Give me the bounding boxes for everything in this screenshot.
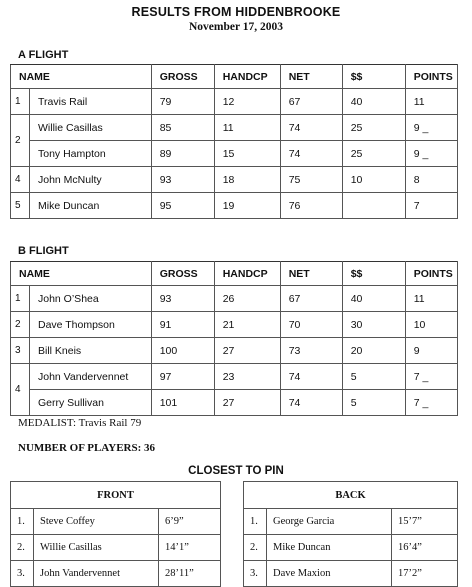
net-cell: 76 — [280, 193, 342, 219]
money-cell: 40 — [342, 89, 405, 115]
points-cell: 8 — [405, 167, 457, 193]
front-heading: FRONT — [11, 482, 221, 509]
medalist-line: MEDALIST: Travis Rail 79 — [18, 417, 142, 429]
handcp-cell: 19 — [214, 193, 280, 219]
gross-cell: 79 — [151, 89, 214, 115]
net-cell: 74 — [280, 115, 342, 141]
table-row — [11, 535, 221, 561]
table-header-row — [11, 262, 458, 286]
points-cell: 9 — [405, 338, 457, 364]
table-row — [244, 509, 458, 535]
col-header-gross: GROSS — [151, 262, 214, 286]
col-header-handcp: HANDCP — [214, 65, 280, 89]
table-row — [11, 193, 458, 219]
name-cell: John McNulty — [30, 167, 152, 193]
table-row — [11, 115, 458, 141]
closest-to-pin-title: CLOSEST TO PIN — [188, 465, 284, 477]
name-cell: George Garcia — [267, 509, 392, 535]
net-cell: 73 — [280, 338, 342, 364]
distance-cell: 16’4” — [392, 535, 458, 561]
money-cell: 40 — [342, 286, 405, 312]
position-cell: 4 — [11, 167, 30, 193]
gross-cell: 85 — [151, 115, 214, 141]
distance-cell: 17’2” — [392, 561, 458, 587]
name-cell: Bill Kneis — [30, 338, 152, 364]
name-cell: Steve Coffey — [34, 509, 159, 535]
name-cell: Mike Duncan — [267, 535, 392, 561]
name-cell: John O’Shea — [30, 286, 152, 312]
distance-cell: 28’11” — [159, 561, 221, 587]
table-row — [11, 338, 458, 364]
money-cell: 25 — [342, 141, 405, 167]
money-cell: 5 — [342, 364, 405, 390]
b-flight-label: B FLIGHT — [18, 245, 69, 257]
points-cell: 7 — [405, 193, 457, 219]
net-cell: 75 — [280, 167, 342, 193]
rank-cell: 2. — [11, 535, 34, 561]
name-cell: Tony Hampton — [30, 141, 152, 167]
gross-cell: 93 — [151, 167, 214, 193]
col-header-handcp: HANDCP — [214, 262, 280, 286]
money-cell: 5 — [342, 390, 405, 416]
col-header-money: $$ — [342, 262, 405, 286]
back-heading: BACK — [244, 482, 458, 509]
net-cell: 70 — [280, 312, 342, 338]
table-row — [11, 286, 458, 312]
position-cell: 5 — [11, 193, 30, 219]
page-title: RESULTS FROM HIDDENBROOKE — [131, 5, 341, 19]
col-header-name: NAME — [11, 262, 152, 286]
money-cell: 20 — [342, 338, 405, 364]
position-cell: 1 — [11, 286, 30, 312]
a-flight-table — [10, 64, 458, 219]
money-cell — [342, 193, 405, 219]
points-cell: 11 — [405, 89, 457, 115]
net-cell: 74 — [280, 364, 342, 390]
points-cell: 10 — [405, 312, 457, 338]
points-cell: 7 _ — [405, 364, 457, 390]
handcp-cell: 27 — [214, 338, 280, 364]
points-cell: 9 _ — [405, 115, 457, 141]
handcp-cell: 12 — [214, 89, 280, 115]
name-cell: Willie Casillas — [30, 115, 152, 141]
back-pin-table — [243, 481, 458, 587]
name-cell: John Vandervennet — [34, 561, 159, 587]
name-cell: Willie Casillas — [34, 535, 159, 561]
col-header-money: $$ — [342, 65, 405, 89]
col-header-gross: GROSS — [151, 65, 214, 89]
name-cell: Mike Duncan — [30, 193, 152, 219]
net-cell: 74 — [280, 390, 342, 416]
table-row — [11, 509, 221, 535]
gross-cell: 97 — [151, 364, 214, 390]
col-header-name: NAME — [11, 65, 152, 89]
rank-cell: 3. — [11, 561, 34, 587]
points-cell: 7 _ — [405, 390, 457, 416]
rank-cell: 1. — [11, 509, 34, 535]
gross-cell: 95 — [151, 193, 214, 219]
gross-cell: 93 — [151, 286, 214, 312]
name-cell: Travis Rail — [30, 89, 152, 115]
money-cell: 10 — [342, 167, 405, 193]
table-row — [11, 312, 458, 338]
distance-cell: 14’1” — [159, 535, 221, 561]
handcp-cell: 27 — [214, 390, 280, 416]
distance-cell: 6’9” — [159, 509, 221, 535]
handcp-cell: 18 — [214, 167, 280, 193]
table-header-row — [11, 65, 458, 89]
table-row — [11, 89, 458, 115]
money-cell: 30 — [342, 312, 405, 338]
b-flight-table — [10, 261, 458, 416]
col-header-points: POINTS — [405, 65, 457, 89]
rank-cell: 3. — [244, 561, 267, 587]
net-cell: 67 — [280, 89, 342, 115]
table-header-row — [11, 482, 221, 509]
rank-cell: 2. — [244, 535, 267, 561]
name-cell: Dave Thompson — [30, 312, 152, 338]
money-cell: 25 — [342, 115, 405, 141]
position-cell: 1 — [11, 89, 30, 115]
net-cell: 67 — [280, 286, 342, 312]
position-cell: 2 — [11, 115, 30, 167]
handcp-cell: 11 — [214, 115, 280, 141]
gross-cell: 89 — [151, 141, 214, 167]
position-cell: 4 — [11, 364, 30, 416]
player-count-line: NUMBER OF PLAYERS: 36 — [18, 442, 156, 454]
rank-cell: 1. — [244, 509, 267, 535]
table-row — [244, 535, 458, 561]
gross-cell: 101 — [151, 390, 214, 416]
handcp-cell: 23 — [214, 364, 280, 390]
col-header-points: POINTS — [405, 262, 457, 286]
a-flight-label: A FLIGHT — [18, 49, 69, 61]
name-cell: Dave Maxion — [267, 561, 392, 587]
handcp-cell: 15 — [214, 141, 280, 167]
table-row — [11, 167, 458, 193]
table-row — [11, 364, 458, 390]
table-row — [11, 390, 458, 416]
handcp-cell: 26 — [214, 286, 280, 312]
name-cell: Gerry Sullivan — [30, 390, 152, 416]
gross-cell: 91 — [151, 312, 214, 338]
gross-cell: 100 — [151, 338, 214, 364]
name-cell: John Vandervennet — [30, 364, 152, 390]
event-date: November 17, 2003 — [188, 21, 283, 33]
distance-cell: 15’7” — [392, 509, 458, 535]
position-cell: 3 — [11, 338, 30, 364]
col-header-net: NET — [280, 65, 342, 89]
points-cell: 9 _ — [405, 141, 457, 167]
net-cell: 74 — [280, 141, 342, 167]
table-row — [11, 141, 458, 167]
front-pin-table — [10, 481, 221, 587]
position-cell: 2 — [11, 312, 30, 338]
handcp-cell: 21 — [214, 312, 280, 338]
table-header-row — [244, 482, 458, 509]
col-header-net: NET — [280, 262, 342, 286]
points-cell: 11 — [405, 286, 457, 312]
